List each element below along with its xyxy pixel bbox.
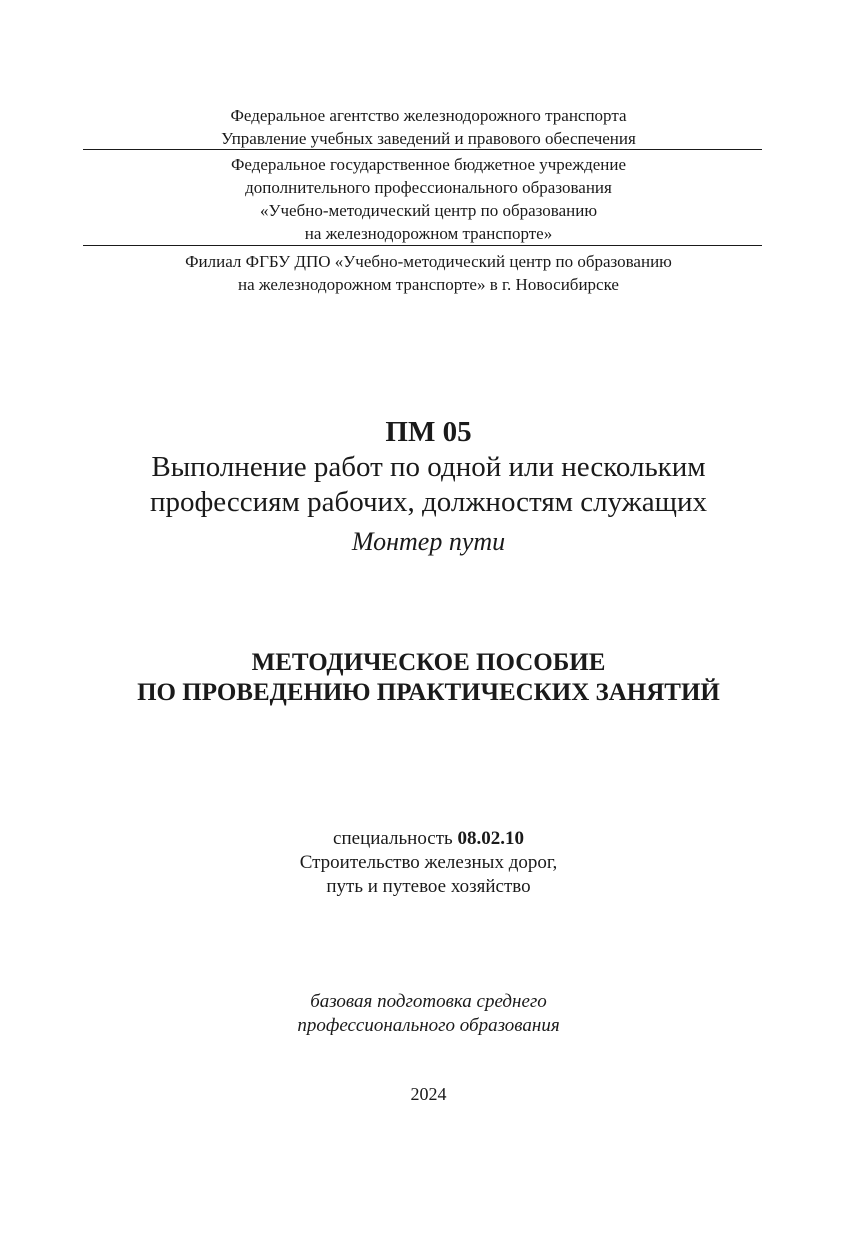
education-level-line: профессионального образования — [297, 1015, 560, 1036]
specialty-label: специальность — [333, 828, 458, 849]
education-level-line: базовая подготовка среднего — [310, 991, 547, 1012]
document-type-line: ПО ПРОВЕДЕНИЮ ПРАКТИЧЕСКИХ ЗАНЯТИЙ — [137, 679, 720, 706]
branch-header — [0, 250, 857, 296]
header-divider — [83, 149, 762, 150]
institution-line: дополнительного профессионального образования — [245, 178, 612, 197]
branch-line: Филиал ФГБУ ДПО «Учебно-методический центр по образованию — [185, 252, 672, 271]
module-block — [0, 414, 857, 558]
module-code: ПМ 05 — [385, 416, 472, 448]
specialty-block — [0, 827, 857, 899]
institution-header — [0, 153, 857, 245]
specialty-line — [0, 827, 857, 851]
publication-year: 2024 — [410, 1084, 447, 1104]
module-title-line: Выполнение работ по одной или нескольким — [151, 451, 706, 483]
module-title-line: профессиям рабочих, должностям служащих — [149, 486, 708, 518]
institution-line: на железнодорожном транспорте» — [304, 224, 553, 243]
profession-title: Монтер пути — [351, 527, 506, 556]
education-level — [0, 990, 857, 1038]
agency-header — [0, 104, 857, 150]
header-divider — [83, 245, 762, 246]
branch-line: на железнодорожном транспорте» в г. Новосибирске — [238, 275, 619, 294]
specialty-code: 08.02.10 — [457, 828, 524, 849]
agency-line: Федеральное агентство железнодорожного транспорта — [230, 106, 627, 125]
specialty-name-line: путь и путевое хозяйство — [326, 876, 531, 897]
institution-line: Федеральное государственное бюджетное учреждение — [230, 155, 627, 174]
agency-line: Управление учебных заведений и правового обеспечения — [221, 129, 636, 148]
specialty-name-line: Строительство железных дорог, — [299, 852, 558, 873]
document-type-line: МЕТОДИЧЕСКОЕ ПОСОБИЕ — [251, 649, 606, 676]
institution-line: «Учебно-методический центр по образованию — [259, 201, 598, 220]
document-type — [0, 648, 857, 708]
